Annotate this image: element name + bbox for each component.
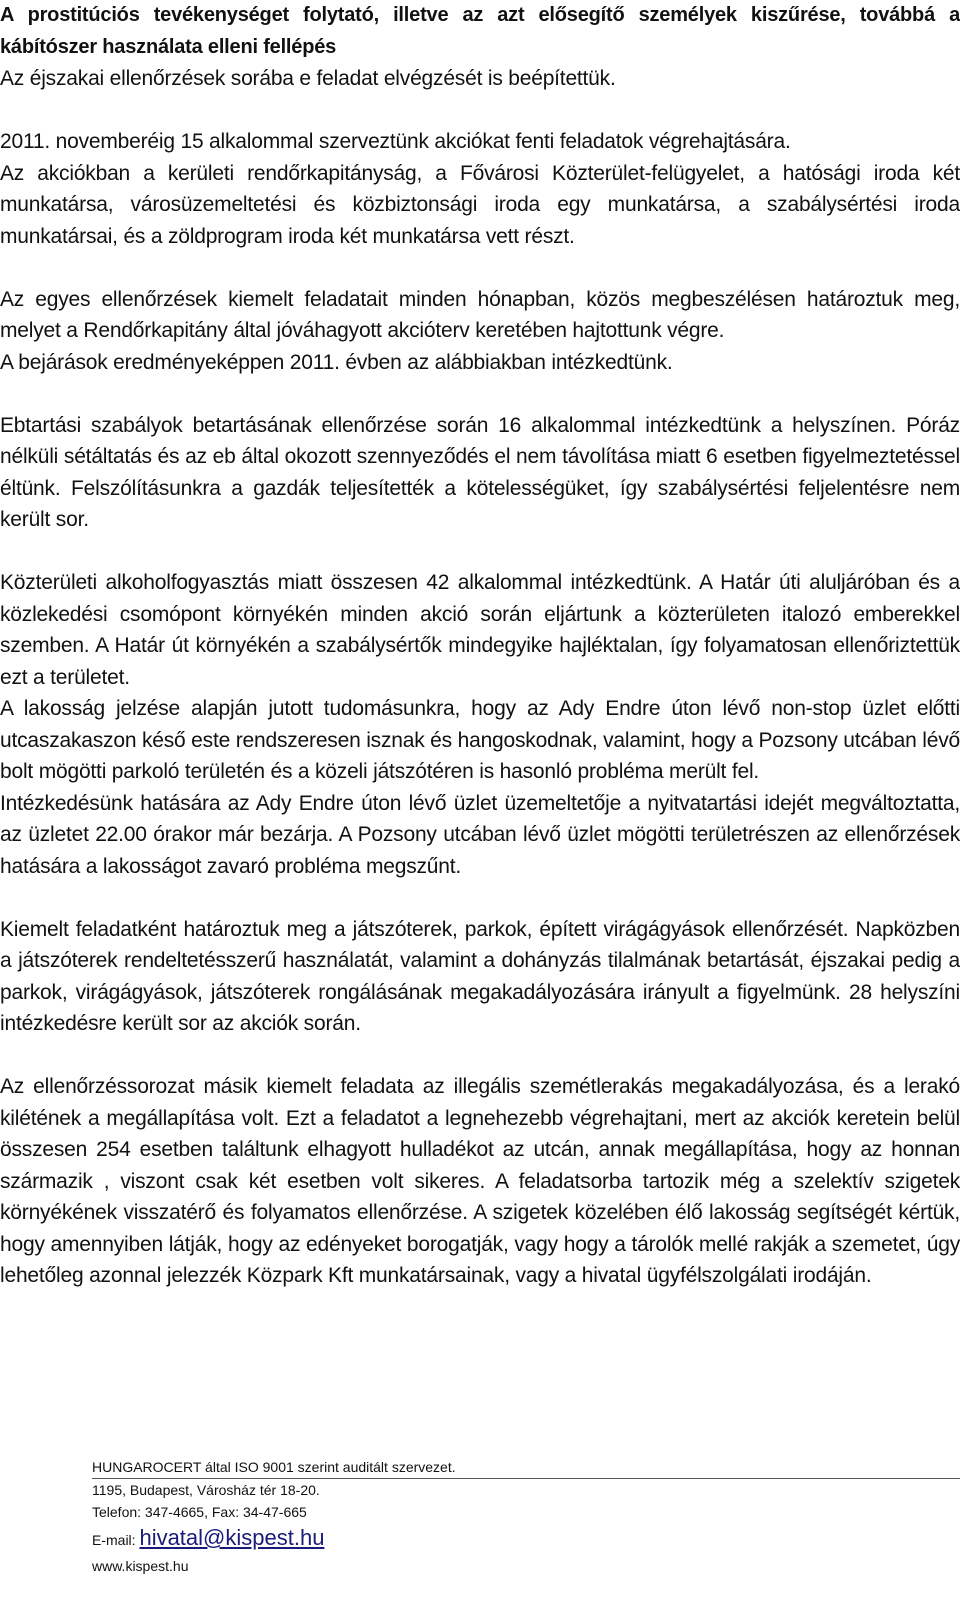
paragraph: A bejárások eredményeképpen 2011. évben az alábbiakban intézkedtünk. — [0, 350, 673, 374]
email-label: E-mail: — [92, 1532, 140, 1548]
paragraph: Az ellenőrzéssorozat másik kiemelt feladata az illegális szemétlerakás megakadályozása, és a lerakó kilétének a megállapítása volt. Ezt a feladatot a legnehezebb végrehajtani, mert az akciók keretein belül összesen 254 esetben találtunk elhagyott hulladékot az utcán, annak megállapítása, hogy az honnan származik , viszont csak két esetben volt sikeres. A feladatsorba tartozik még a szelektív szigetek környékének visszatérő és folyamatos ellenőrzése. A szigetek közelében élő lakosság segítségét kértük, hogy amennyiben látják, hogy az edényeket borogatják, vagy hogy a tárolók mellé rakják a szemetet, úgy lehetőleg azonnal jelezzék Közpark Kft munkatársainak, vagy a hivatal ügyfélszolgálati irodáján. — [0, 1075, 960, 1287]
paragraph: Az éjszakai ellenőrzések sorába e feladat elvégzését is beépítettük. — [0, 67, 616, 90]
certification-text: HUNGAROCERT által ISO 9001 szerint auditált szervezet. — [92, 1458, 960, 1479]
section-heading: A prostitúciós tevékenységet folytató, illetve az azt elősegítő személyek kiszűrése, továbbá a kábítószer használata elleni fellépés — [0, 4, 960, 58]
paragraph: Közterületi alkoholfogyasztás miatt összesen 42 alkalommal intézkedtünk. A Határ úti aluljáróban és a közlekedési csomópont környékén minden akció során eljártunk a közterületen italozó emberekkel szemben. A Határ út környékén a szabálysértők mindegyike hajléktalan, így folyamatosan ellenőriztettük ezt a területet. — [0, 571, 960, 689]
paragraph: 2011. novemberéig 15 alkalommal szerveztünk akciókat fenti feladatok végrehajtására. — [0, 130, 791, 153]
paragraph-gap — [0, 1040, 960, 1072]
paragraph: Az egyes ellenőrzések kiemelt feladatait minden hónapban, közös megbeszélésen határoztuk meg, melyet a Rendőrkapitány által jóváhagyott akcióterv keretében hajtottunk végre. — [0, 287, 960, 342]
page-footer — [92, 1458, 960, 1577]
email-row — [92, 1523, 960, 1555]
website-text[interactable]: www.kispest.hu — [92, 1558, 189, 1574]
paragraph-gap — [0, 536, 960, 568]
paragraph-gap — [0, 95, 960, 127]
paragraph-gap — [0, 378, 960, 410]
paragraph: Intézkedésünk hatására az Ady Endre úton lévő üzlet üzemeltetője a nyitvatartási idejét megváltoztatta, az üzletet 22.00 órakor már bezárja. A Pozsony utcában lévő üzlet mögötti területrészen az ellenőrzések hatására a lakosságot zavaró probléma megszűnt. — [0, 791, 960, 878]
phone-text: Telefon: 347-4665, Fax: 34-47-665 — [92, 1504, 307, 1520]
paragraph: Az akciókban a kerületi rendőrkapitányság, a Fővárosi Közterület-felügyelet, a hatósági iroda két munkatársa, városüzemeltetési és közbiztonsági iroda egy munkatársa, a szabálysértési iroda munkatársai, és a zöldprogram iroda két munkatársa vett részt. — [0, 161, 960, 248]
paragraph: A lakosság jelzése alapján jutott tudomásunkra, hogy az Ady Endre úton lévő non-stop üzlet előtti utcaszakaszon késő este rendszeresen isznak és hangoskodnak, valamint, hogy a Pozsony utcában lévő bolt mögötti parkoló területén és a közeli játszótéren is hasonló probléma merült fel. — [0, 697, 960, 783]
address-text: 1195, Budapest, Városház tér 18-20. — [92, 1482, 320, 1498]
paragraph: Kiemelt feladatként határoztuk meg a játszóterek, parkok, épített virágágyások ellenőrzését. Napközben a játszóterek rendeltetésszerű használatát, valamint a dohányzás tilalmának betartását, éjszakai pedig a parkok, virágágyások, játszóterek rongálásának megakadályozására irányult a figyelmünk. 28 helyszíni intézkedésre került sor az akciók során. — [0, 917, 960, 1035]
paragraph-gap — [0, 252, 960, 284]
paragraph: Ebtartási szabályok betartásának ellenőrzése során 16 alkalommal intézkedtünk a helyszínen. Póráz nélküli sétáltatás és az eb által okozott szennyeződés el nem távolítása miatt 6 esetben figyelmeztetéssel éltünk. Felszólításunkra a gazdák teljesítették a kötelességüket, így szabálysértési feljelentésre nem került sor. — [0, 413, 960, 531]
email-link[interactable]: hivatal@kispest.hu — [139, 1525, 325, 1550]
paragraph-gap — [0, 882, 960, 914]
